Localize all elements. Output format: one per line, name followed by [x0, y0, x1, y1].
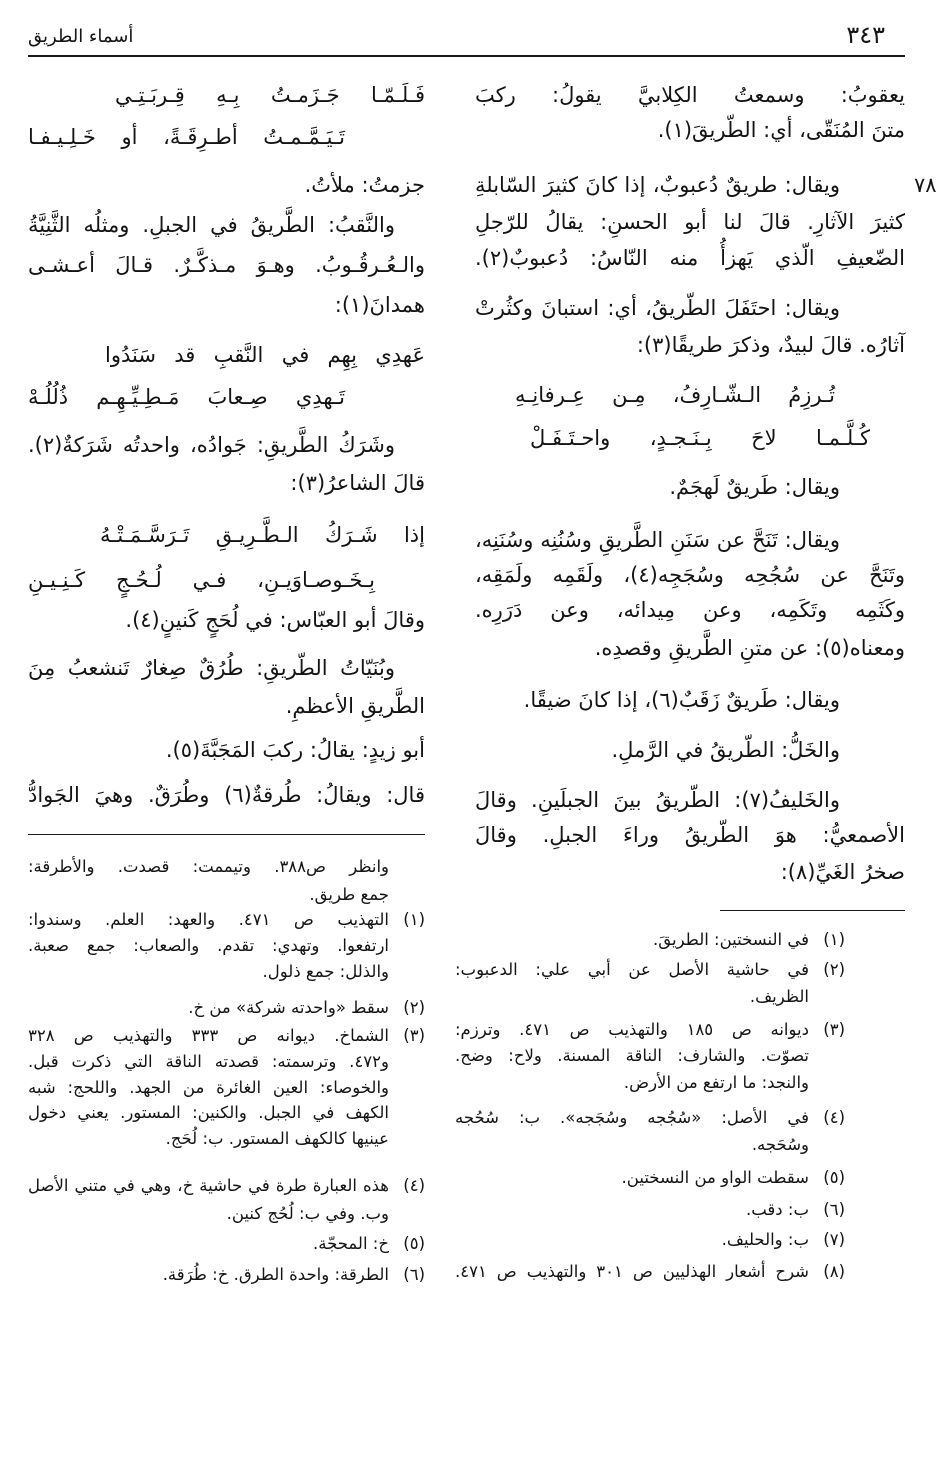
- text-line: ويقال: طريقٌ دُعبوبٌ، إذا كانَ كثيرَ السّابلةِ: [475, 173, 840, 197]
- text-line: الأصمعيُّ: هوَ الطّريقُ وراءَ الجبلِ. وقالَ: [475, 823, 905, 847]
- footnote-text-line: التهذيب ص ٤٧١. والعهد: العلم. وسندوا:: [28, 910, 389, 929]
- page-number: ٣٤٣: [846, 21, 885, 49]
- footnote-number: (٣): [823, 1020, 845, 1039]
- footnote-number: (٨): [823, 1262, 845, 1281]
- text-line: قال: ويقالُ: طُرقةٌ(٦) وطُرَقٌ. وهيَ الجَوادُّ: [28, 783, 425, 807]
- footnote-text-line: والنجد: ما ارتفع من الأرض.: [623, 1073, 809, 1092]
- footnote-text-line: ارتفعوا. وتهدي: تقدم. والصعاب: جمع صعبة.: [28, 936, 389, 955]
- footnote-text-line: جمع طريق.: [309, 885, 389, 904]
- footnote-number: (٥): [403, 1234, 425, 1253]
- footnote-text-line: والخوصاء: العين الغائرة من الجهد. واللحج: شبه: [28, 1078, 389, 1097]
- text-line: قالَ الشاعرُ(٣):: [290, 471, 425, 495]
- footnote-number: (٧): [823, 1230, 845, 1249]
- footnote-text-line: عينيها كالكهف المستور. ب: لُحَج.: [165, 1129, 389, 1148]
- footnote-text-line: وانظر ص٣٨٨. وتيممت: قصدت. والأطرقة:: [28, 857, 389, 876]
- text-line: وشَرَكُ الطَّريقِ: جَوادُه، واحدتُه شَرَكةٌ(٢).: [28, 433, 395, 457]
- footnote-text-line: سقط «واحدته شركة» من خ.: [188, 998, 389, 1017]
- footnote-text-line: هذه العبارة طرة في حاشية خ، وهي في متني الأصل: [28, 1176, 389, 1195]
- footnote-number: (١): [403, 910, 425, 929]
- text-line: ويقال: طَريقٌ زَقَبٌ(٦)، إذا كانَ ضيقًا.: [523, 688, 840, 712]
- footnote-text-line: وسُحَجه.: [751, 1135, 809, 1154]
- text-line: أبو زيدٍ: يقالُ: ركبَ المَجَبَّةَ(٥).: [165, 738, 425, 762]
- verse-line: تَـهدِي صِـعابَ مَـطِـيِّـهِـم ذُلُلُـهْ: [28, 385, 345, 409]
- text-line: والنَّقبُ: الطَّريقُ في الجبلِ. ومثلُه الثَّنِيَّةُ: [28, 213, 395, 237]
- footnote-number: (٦): [823, 1200, 845, 1219]
- footnote-text-line: في الأصل: «سُجُجه وسُجَجه». ب: سُحُجه: [455, 1108, 809, 1127]
- text-line: آثارُه. قالَ لبيدٌ، وذكرَ طريقًا(٣):: [636, 333, 905, 357]
- footnote-number: (٤): [823, 1108, 845, 1127]
- text-line: يعقوبُ: وسمعتُ الكِلابيَّ يقولُ: ركبَ: [475, 83, 905, 107]
- verse-line: كُـلَّـمـا لاحَ بِـنَـجـدٍ، واحـتَـفَـلْ: [530, 426, 870, 450]
- text-line: الضّعيفِ الّذي يَهزأُ منه النّاسُ: دُعبوبٌ(٢).: [475, 246, 905, 270]
- text-line: وبُنَيّاتُ الطّريقِ: طُرُقٌ صِغارٌ تَنشعبُ مِنَ: [28, 656, 395, 680]
- verse-line: عَهدِي بِهِم في النَّقبِ قد سَنَدُوا: [105, 343, 425, 367]
- verse-line: فَـلَـمّـا جَـزَمـتُ بِـهِ قِـربَـتِـي: [115, 83, 425, 107]
- footnote-text-line: الظريف.: [749, 987, 809, 1006]
- footnote-text-line: شرح أشعار الهذليين ص ٣٠١ والتهذيب ص ٤٧١.: [455, 1262, 810, 1281]
- footnote-text-line: الكهف في الجبل. والكنين: المستور. يعني دخول: [28, 1103, 389, 1122]
- footnote-number: (٣): [403, 1026, 425, 1045]
- footnote-text-line: ديوانه ص ١٨٥ والتهذيب ص ٤٧١. وترزم:: [455, 1020, 809, 1039]
- footnote-number: (٢): [403, 998, 425, 1017]
- verse-line: إذا شَـرَكُ الـطَّـرِيـقِ تَـرَسَّـمَـتْـهُ: [100, 523, 425, 547]
- footnote-text-line: ب: دقب.: [745, 1200, 809, 1219]
- text-line: والـعُـرقُـوبُ. وهـوَ مـذكَّـرٌ. قـالَ أعـشـى: [28, 253, 425, 277]
- footnote-number: (٥): [823, 1168, 845, 1187]
- footnote-text-line: الشماخ. ديوانه ص ٣٣٣ والتهذيب ص ٣٢٨: [28, 1026, 389, 1045]
- footnote-text-line: في حاشية الأصل عن أبي علي: الدعبوب:: [455, 960, 809, 979]
- verse-line: تُـرزِمُ الـشّـارِفُ، مِـن عِـرفانِـهِ: [515, 383, 835, 407]
- text-line: صخرُ الغَيِّ(٨):: [780, 860, 905, 884]
- text-line: وكَثَمِه وتَكَمِه، وعن مِيدائه، وعن دَرَرِه.: [475, 598, 905, 622]
- footnote-text-line: تصوّت. والشارف: الناقة المسنة. ولاح: وضح.: [455, 1046, 809, 1065]
- footnote-text-line: وب. وفي ب: لُحُج كنين.: [226, 1204, 389, 1223]
- footnote-number: (٦): [403, 1265, 425, 1284]
- footnote-text-line: والذلل: جمع ذلول.: [262, 962, 389, 981]
- text-line: ويقال: تَنَحَّ عن سَنَنِ الطَّريقِ وسُنُنِه وسُنَنِه،: [475, 528, 840, 552]
- footnote-number: (١): [823, 930, 845, 949]
- text-line: ويقال: طَريقٌ لَهجَمٌ.: [669, 475, 840, 499]
- verse-line: تَـيَـمَّـمـتُ أطـرِقَـةً، أو خَـلِـيـفـا: [28, 125, 345, 149]
- footnote-number: (٢): [823, 960, 845, 979]
- footnote-text-line: الطرقة: واحدة الطرق. خ: طُرَقة.: [162, 1265, 389, 1284]
- footnote-text-line: خ: المحجّة.: [313, 1234, 389, 1253]
- text-line: والخَلُّ: الطّريقُ في الرَّملِ.: [611, 738, 840, 762]
- footnote-separator: [720, 910, 905, 911]
- text-line: ومعناه(٥): عن متنِ الطَّريقِ وقصدِه.: [594, 636, 905, 660]
- footnote-text-line: ب: والحليف.: [721, 1230, 809, 1249]
- footnote-separator: [28, 834, 425, 835]
- footnote-text-line: و٤٧٢. وترسمته: قصدته الناقة التي ذكرت قبل.: [28, 1052, 389, 1071]
- text-line: وتَنَحَّ عن سُجُحِه وسُجَجِه(٤)، ولَقَمِه ولَمَقِه،: [475, 563, 905, 587]
- text-line: ويقال: احتَفَلَ الطّريقُ، أي: استبانَ وكثُرتْ: [475, 296, 840, 320]
- margin-folio-number: ٧٨: [914, 173, 937, 197]
- running-title: أسماء الطريق: [28, 26, 134, 47]
- header-rule: [28, 55, 905, 57]
- text-line: كثيرَ الآثارِ. قالَ لنا أبو الحسنِ: يقالُ للرّجلِ: [475, 210, 905, 234]
- text-line: الطَّريقِ الأعظمِ.: [285, 694, 425, 718]
- text-line: والخَليفُ(٧): الطّريقُ بينَ الجبلَينِ. وقالَ: [475, 788, 840, 812]
- text-line: همدانَ(١):: [334, 293, 425, 317]
- footnote-text-line: سقطت الواو من النسختين.: [621, 1168, 809, 1187]
- verse-line: بِـخَـوصـاوَيـنِ، فـي لُـحُـجٍ كَـنِـيـنِ: [28, 568, 375, 592]
- footnote-text-line: في النسختين: الطريقَ.: [652, 930, 809, 949]
- text-line: وقالَ أبو العبّاس: في لُحَجٍ كَنينٍ(٤).: [125, 608, 425, 632]
- footnote-number: (٤): [403, 1176, 425, 1195]
- text-line: متنَ المُنَقّى، أي: الطّريقَ(١).: [657, 118, 905, 142]
- text-line: جزمتُ: ملأتُ.: [304, 173, 425, 197]
